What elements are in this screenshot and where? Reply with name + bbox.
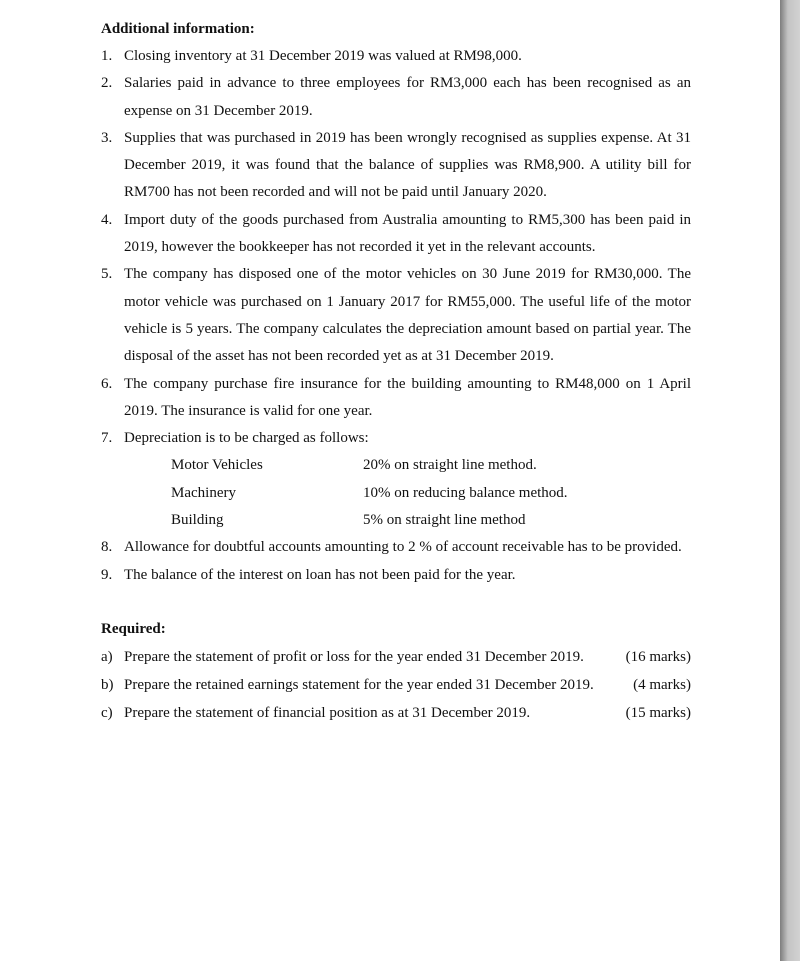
item-text: The balance of the interest on loan has not been paid for the year. <box>124 566 516 583</box>
required-letter: a) <box>101 648 113 665</box>
depreciation-rate: 5% on straight line method <box>363 512 526 529</box>
list-item <box>101 562 691 589</box>
required-letter: c) <box>101 704 113 721</box>
required-section <box>101 616 691 727</box>
list-item <box>101 261 691 370</box>
item-text: Depreciation is to be charged as follows: <box>124 430 369 447</box>
item-text: Supplies that was purchased in 2019 has been wrongly recognised as supplies expense. At 31 December 2019, it was found that the balance of supplies was RM8,900. A utility bill for RM700 has not been recorded and will not be paid until January 2020. <box>124 129 691 201</box>
item-number: 1. <box>101 48 113 64</box>
asset-name: Motor Vehicles <box>171 457 263 474</box>
depreciation-row <box>171 507 691 534</box>
item-text: Import duty of the goods purchased from Australia amounting to RM5,300 has been paid in 2019, however the bookkeeper has not recorded it yet in the relevant accounts. <box>124 211 691 256</box>
additional-info-heading: Additional information: <box>101 21 255 37</box>
depreciation-table <box>171 452 691 534</box>
required-heading: Required: <box>101 620 166 637</box>
depreciation-rate: 20% on straight line method. <box>363 457 537 474</box>
item-number: 3. <box>101 129 113 146</box>
item-number: 9. <box>101 566 113 583</box>
required-marks: (15 marks) <box>625 704 691 721</box>
item-text: Closing inventory at 31 December 2019 was valued at RM98,000. <box>124 48 522 64</box>
item-number: 5. <box>101 266 113 283</box>
depreciation-row <box>171 452 691 479</box>
required-item <box>101 643 691 671</box>
item-number: 6. <box>101 375 113 392</box>
item-text: Salaries paid in advance to three employees for RM3,000 each has been recognised as an expense on 31 December 2019. <box>124 75 691 119</box>
item-number: 8. <box>101 539 113 556</box>
item-text: The company has disposed one of the motor vehicles on 30 June 2019 for RM30,000. The motor vehicle was purchased on 1 January 2017 for RM55,000. The useful life of the motor vehicle is 5 years. The company calculates the depreciation amount based on partial year. The disposal of the asset has not been recorded yet as at 31 December 2019. <box>124 266 691 365</box>
required-marks: (4 marks) <box>633 676 691 693</box>
list-item <box>101 125 691 207</box>
item-number: 7. <box>101 430 113 447</box>
list-item <box>101 70 691 125</box>
additional-info-list <box>101 43 691 589</box>
list-item <box>101 534 691 561</box>
list-item <box>101 207 691 262</box>
required-letter: b) <box>101 676 114 693</box>
item-number: 4. <box>101 211 113 228</box>
list-item <box>101 371 691 426</box>
required-marks: (16 marks) <box>625 648 691 665</box>
item-text: The company purchase fire insurance for the building amounting to RM48,000 on 1 April 2019. The insurance is valid for one year. <box>124 375 691 419</box>
document-content <box>101 16 691 727</box>
required-text: Prepare the statement of financial position as at 31 December 2019. <box>124 704 531 721</box>
required-text: Prepare the statement of profit or loss for the year ended 31 December 2019. <box>124 648 584 665</box>
item-text: Allowance for doubtful accounts amounting to 2 % of account receivable has to be provided. <box>124 539 682 556</box>
required-text: Prepare the retained earnings statement for the year ended 31 December 2019. <box>124 676 594 693</box>
required-item <box>101 671 691 699</box>
page-edge-shadow <box>780 0 800 961</box>
list-item <box>101 43 691 70</box>
asset-name: Machinery <box>171 484 236 501</box>
required-item <box>101 699 691 727</box>
item-number: 2. <box>101 75 113 92</box>
depreciation-row <box>171 480 691 507</box>
asset-name: Building <box>171 512 224 529</box>
depreciation-rate: 10% on reducing balance method. <box>363 484 568 501</box>
list-item <box>101 425 691 534</box>
